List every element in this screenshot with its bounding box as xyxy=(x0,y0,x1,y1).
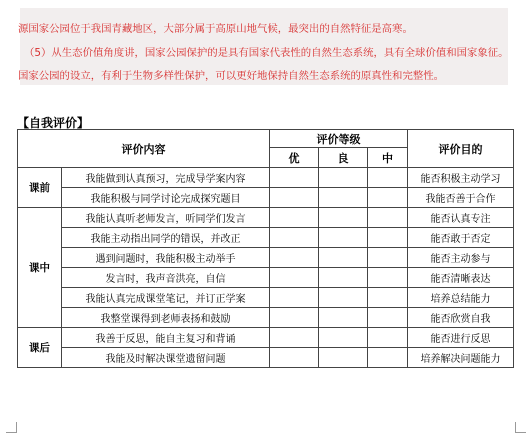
rating-cell[interactable] xyxy=(319,228,368,248)
row-content: 我善于反思，能自主复习和背诵 xyxy=(62,328,270,348)
section-title: 【自我评价】 xyxy=(17,116,90,130)
row-content: 遇到问题时，我能积极主动举手 xyxy=(62,248,270,268)
rating-cell[interactable] xyxy=(270,348,319,368)
table-row xyxy=(18,168,514,188)
rating-cell[interactable] xyxy=(270,248,319,268)
rating-cell[interactable] xyxy=(368,208,408,228)
rating-cell[interactable] xyxy=(368,328,408,348)
paragraph-line-2: （5）从生态价值角度讲，国家公园保护的是具有国家代表性的自然生态系统，具有全球价值和国家象征。 xyxy=(24,47,509,59)
rating-cell[interactable] xyxy=(368,248,408,268)
rating-cell[interactable] xyxy=(368,228,408,248)
margin-corner-left xyxy=(6,422,17,433)
rating-cell[interactable] xyxy=(319,288,368,308)
rating-cell[interactable] xyxy=(270,288,319,308)
rating-cell[interactable] xyxy=(270,268,319,288)
row-purpose: 能否清晰表达 xyxy=(408,268,514,288)
row-purpose: 能否认真专注 xyxy=(408,208,514,228)
table-row xyxy=(18,288,514,308)
row-content: 我能积极与同学讨论完成探究题目 xyxy=(62,188,270,208)
row-purpose: 能否积极主动学习 xyxy=(408,168,514,188)
table-row xyxy=(18,268,514,288)
row-content: 我能做到认真预习，完成导学案内容 xyxy=(62,168,270,188)
header-level: 评价等级 xyxy=(270,130,408,148)
margin-corner-right xyxy=(515,422,526,433)
table-row xyxy=(18,308,514,328)
self-evaluation-table xyxy=(17,129,514,368)
row-purpose: 能否主动参与 xyxy=(408,248,514,268)
paragraph-line-3: 国家公园的设立，有利于生物多样性保护，可以更好地保持自然生态系统的原真性和完整性。 xyxy=(18,70,445,82)
table-row xyxy=(18,208,514,228)
rating-cell[interactable] xyxy=(319,328,368,348)
stage-before-class: 课前 xyxy=(18,168,62,208)
row-content: 我能及时解决课堂遗留问题 xyxy=(62,348,270,368)
row-purpose: 培养解决问题能力 xyxy=(408,348,514,368)
rating-cell[interactable] xyxy=(270,168,319,188)
level-excellent: 优 xyxy=(270,148,319,168)
rating-cell[interactable] xyxy=(368,348,408,368)
rating-cell[interactable] xyxy=(270,328,319,348)
rating-cell[interactable] xyxy=(319,308,368,328)
rating-cell[interactable] xyxy=(368,268,408,288)
rating-cell[interactable] xyxy=(319,208,368,228)
table-row xyxy=(18,248,514,268)
row-content: 我整堂课得到老师表扬和鼓励 xyxy=(62,308,270,328)
row-purpose: 我能否善于合作 xyxy=(408,188,514,208)
row-content: 我能认真听老师发言，听同学们发言 xyxy=(62,208,270,228)
rating-cell[interactable] xyxy=(368,308,408,328)
stage-during-class: 课中 xyxy=(18,208,62,328)
table-row xyxy=(18,348,514,368)
table-header-row xyxy=(18,130,514,148)
rating-cell[interactable] xyxy=(319,268,368,288)
rating-cell[interactable] xyxy=(368,168,408,188)
rating-cell[interactable] xyxy=(319,348,368,368)
stage-after-class: 课后 xyxy=(18,328,62,368)
rating-cell[interactable] xyxy=(319,168,368,188)
row-content: 我能认真完成课堂笔记，并订正学案 xyxy=(62,288,270,308)
rating-cell[interactable] xyxy=(270,188,319,208)
level-good: 良 xyxy=(319,148,368,168)
table-row xyxy=(18,228,514,248)
rating-cell[interactable] xyxy=(270,228,319,248)
level-average: 中 xyxy=(368,148,408,168)
row-content: 发言时，我声音洪亮，自信 xyxy=(62,268,270,288)
rating-cell[interactable] xyxy=(319,188,368,208)
table-row xyxy=(18,328,514,348)
row-purpose: 能否敢于否定 xyxy=(408,228,514,248)
header-content: 评价内容 xyxy=(18,130,270,168)
rating-cell[interactable] xyxy=(270,208,319,228)
rating-cell[interactable] xyxy=(319,248,368,268)
paragraph-line-1: 源国家公园位于我国青藏地区，大部分属于高原山地气候，最突出的自然特征是高寒。 xyxy=(18,23,413,35)
header-purpose: 评价目的 xyxy=(408,130,514,168)
row-content: 我能主动指出同学的错误，并改正 xyxy=(62,228,270,248)
rating-cell[interactable] xyxy=(368,188,408,208)
table-row xyxy=(18,188,514,208)
row-purpose: 培养总结能力 xyxy=(408,288,514,308)
rating-cell[interactable] xyxy=(270,308,319,328)
row-purpose: 能否欣赏自我 xyxy=(408,308,514,328)
rating-cell[interactable] xyxy=(368,288,408,308)
row-purpose: 能否进行反思 xyxy=(408,328,514,348)
